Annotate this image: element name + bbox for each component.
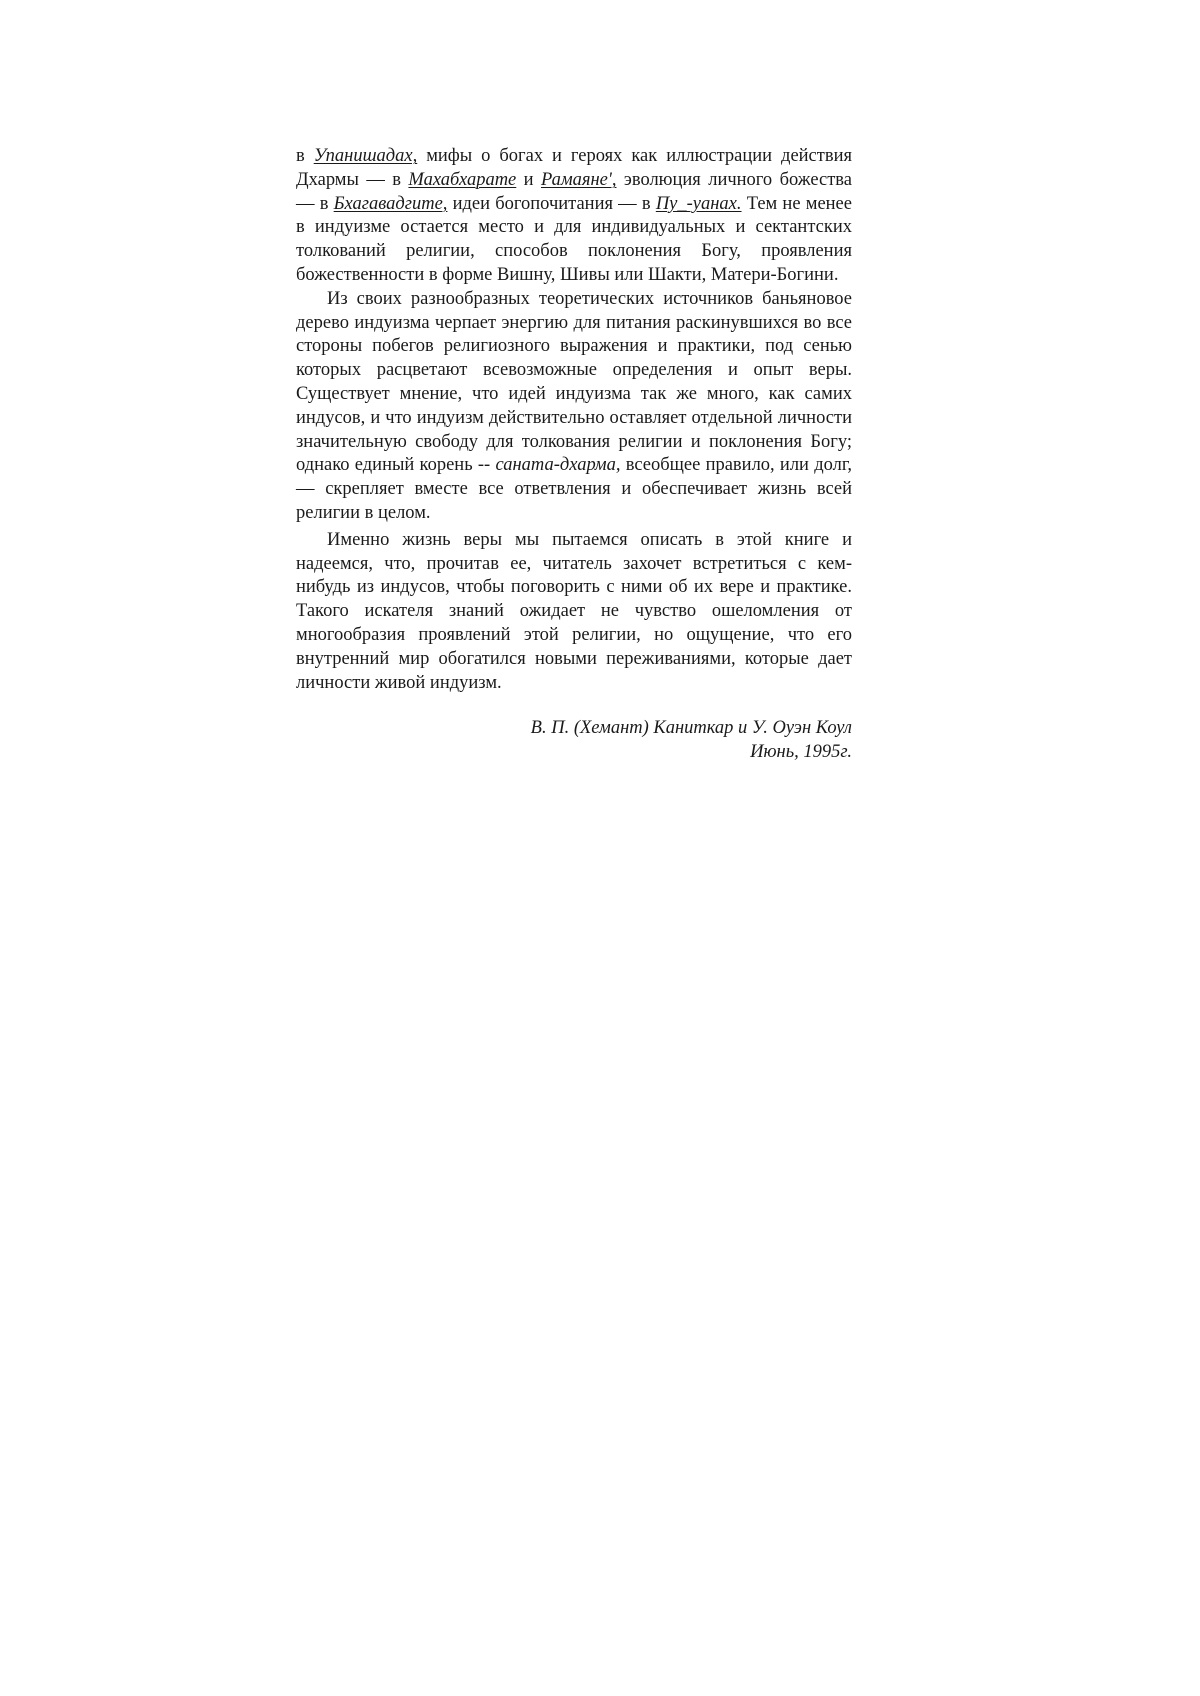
signature-date: Июнь, 1995г.: [750, 742, 852, 763]
text-column: [296, 145, 852, 765]
text-segment: мифы о богах и героях как иллюстрации действия Дхармы — в: [296, 146, 852, 190]
paragraph-2: [296, 288, 852, 526]
paragraph-3: [296, 529, 852, 696]
text-segment: всеобщее правило, или долг, — скрепляет вместе все ответвления и обеспечивает жизнь всей религии в целом.: [296, 455, 852, 523]
text-segment: идеи богопочитания — в: [447, 193, 656, 214]
text-segment: Тем не менее в индуизме остается место и для индивидуальных и сектантских толкований религии, способов поклонения Богу, проявления божественности в форме Вишну, Шивы или Шакти, Матери-Богини.: [296, 193, 852, 285]
text-segment: и: [516, 169, 541, 190]
text-segment: эволюция личного божества — в: [296, 169, 853, 214]
reference-bhagavadgita[interactable]: Бхагавадгите,: [333, 193, 448, 214]
signature-block: [296, 717, 852, 765]
reference-mahabharata[interactable]: Махабхарате: [408, 169, 517, 190]
text-segment: Именно жизнь веры мы пытаемся описать в этой книге и надеемся, что, прочитав ее, читатель захочет встретиться с кем-нибудь из индусов, чтобы поговорить с ними об их вере и практике. Такого искателя знаний ожидает не чувство ошеломления от многообразия проявлений этой религии, но ощущение, что его внутренний мир обогатился новыми переживаниями, которые дает личности живой индуизм.: [296, 529, 852, 693]
reference-puranas[interactable]: Пу_-уанах.: [655, 193, 742, 214]
signature-authors: В. П. (Хемант) Каниткар и У. Оуэн Коул: [530, 718, 852, 739]
text-segment: в: [296, 146, 314, 166]
text-segment: Из своих разнообразных теоретических источников баньяновое дерево индуизма черпает энергию для питания раскинувшихся во все стороны побегов религиозного выражения и практики, под сенью которых расцветают всевозможные определения и опыт веры. Существует мнение, что идей индуизма так же много, как самих индусов, и что индуизм действительно оставляет отдельной личности значительную свободу для толкования религии и поклонения Богу; однако единый корень --: [296, 288, 852, 476]
paragraph-1: [296, 145, 852, 288]
reference-ramayana[interactable]: Рамаяне',: [541, 169, 617, 190]
term-sanata-dharma: саната-дхарма,: [495, 455, 621, 476]
reference-upanishads[interactable]: Упанишадах,: [313, 146, 418, 166]
